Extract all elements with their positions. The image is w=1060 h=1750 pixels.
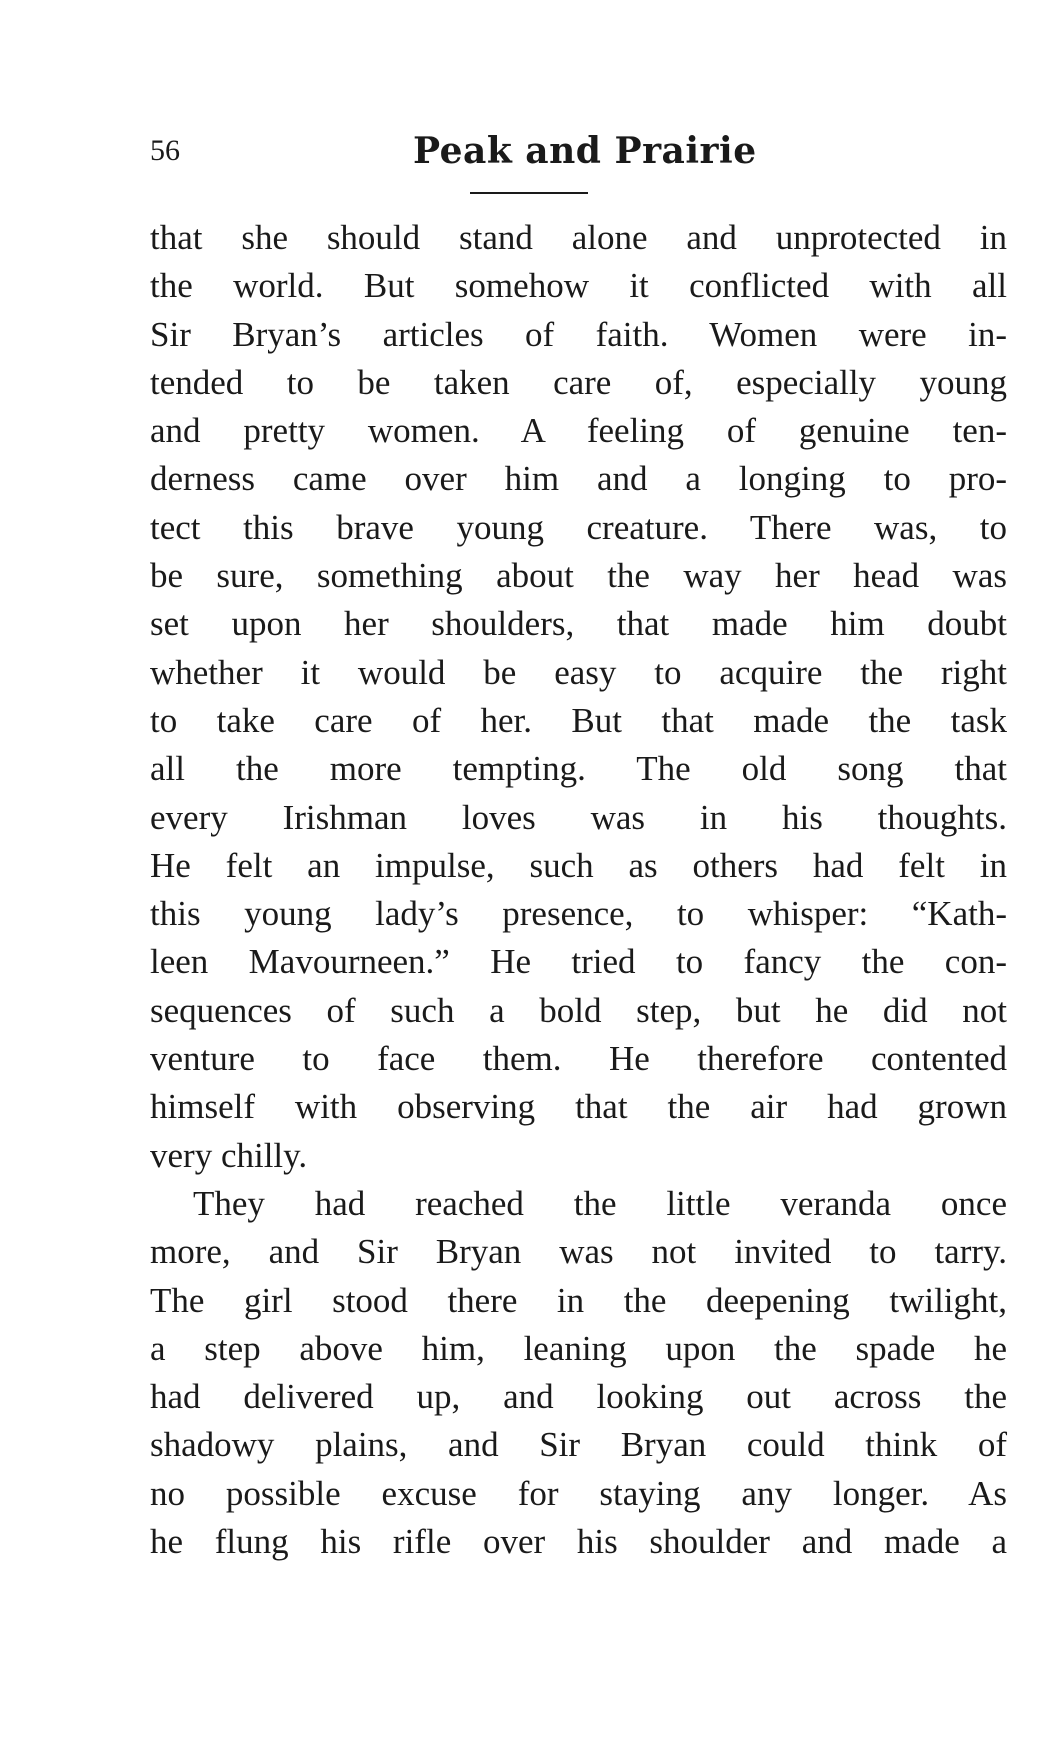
text-line: leen Mavourneen.” He tried to fancy the con- <box>150 942 1007 982</box>
header-rule <box>470 192 588 194</box>
text-line: a step above him, leaning upon the spade he <box>150 1328 1007 1368</box>
text-line: whether it would be easy to acquire the right <box>150 652 1007 692</box>
text-line: had delivered up, and looking out across the <box>150 1377 1007 1417</box>
text-line: derness came over him and a longing to pro- <box>150 459 1007 499</box>
text-line: no possible excuse for staying any longer. As <box>150 1473 1007 1513</box>
text-line: be sure, something about the way her head was <box>150 556 1007 596</box>
text-line: more, and Sir Bryan was not invited to tarry. <box>150 1232 1007 1272</box>
text-line: venture to face them. He therefore contented <box>150 1039 1007 1079</box>
running-title: Peak and Prairie <box>413 130 757 172</box>
text-line: this young lady’s presence, to whisper: “Kath- <box>150 894 1007 934</box>
paragraph-1 <box>150 214 1007 1180</box>
text-line: set upon her shoulders, that made him doubt <box>150 604 1007 644</box>
text-line: He felt an impulse, such as others had felt in <box>150 845 1007 885</box>
text-line: shadowy plains, and Sir Bryan could think of <box>150 1425 1007 1465</box>
text-line: tect this brave young creature. There was, to <box>150 507 1007 547</box>
text-line: himself with observing that the air had grown <box>150 1087 1007 1127</box>
text-line: he flung his rifle over his shoulder and made a <box>150 1522 1007 1562</box>
text-line: the world. But somehow it conflicted with all <box>150 266 1007 306</box>
body-text <box>150 214 1007 1566</box>
page-number: 56 <box>150 134 180 167</box>
text-line: and pretty women. A feeling of genuine ten- <box>150 411 1007 451</box>
text-line: very chilly. <box>150 1135 308 1175</box>
text-line: The girl stood there in the deepening twilight, <box>150 1280 1007 1320</box>
text-line: Sir Bryan’s articles of faith. Women were in- <box>150 314 1007 354</box>
text-line: every Irishman loves was in his thoughts. <box>150 797 1007 837</box>
text-line: that she should stand alone and unprotected in <box>150 218 1007 257</box>
text-line: to take care of her. But that made the task <box>150 700 1007 740</box>
text-line: sequences of such a bold step, but he did not <box>150 990 1007 1030</box>
text-line: They had reached the little veranda once <box>193 1183 1007 1223</box>
text-line: all the more tempting. The old song that <box>150 749 1007 789</box>
paragraph-2 <box>150 1180 1007 1566</box>
text-line: tended to be taken care of, especially young <box>150 362 1007 402</box>
